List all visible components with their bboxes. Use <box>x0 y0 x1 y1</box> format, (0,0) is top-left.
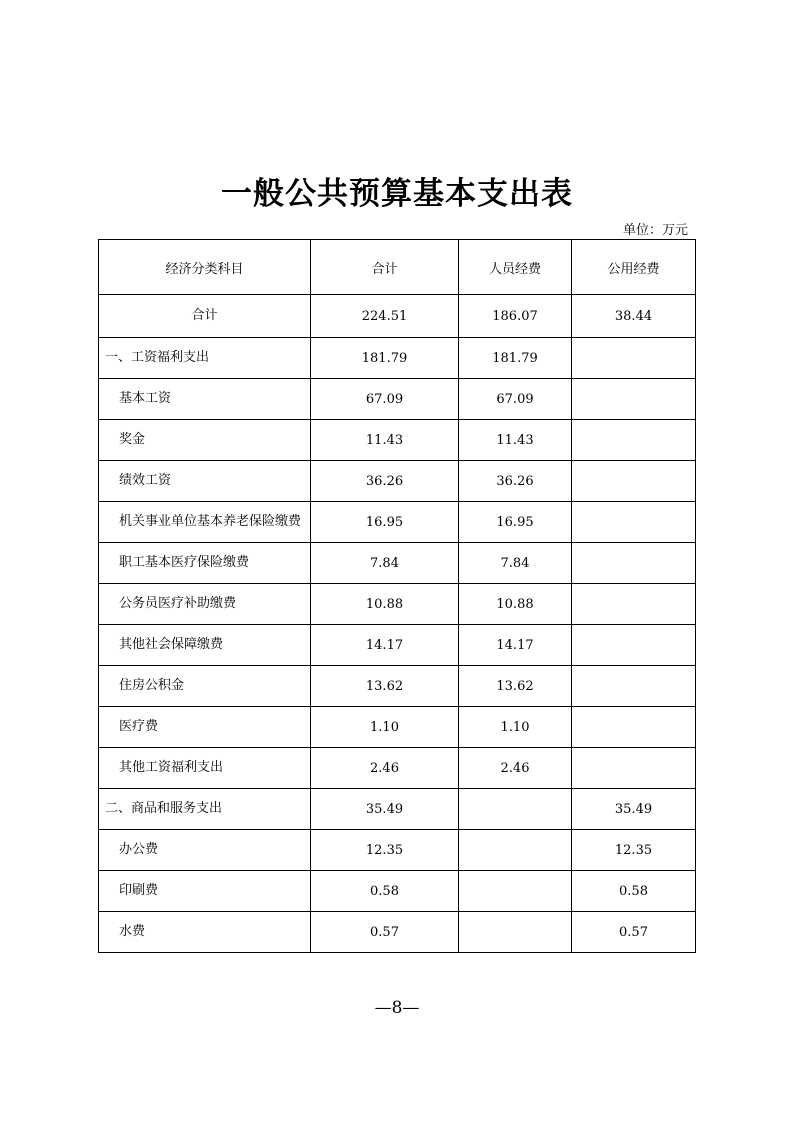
row-personnel-cell: 186.07 <box>459 295 572 338</box>
table-row <box>99 420 696 461</box>
row-category-cell: 其他社会保障缴费 <box>99 625 311 666</box>
row-public-cell: 38.44 <box>572 295 696 338</box>
table-row <box>99 502 696 543</box>
row-public-cell <box>572 707 696 748</box>
row-total-cell: 67.09 <box>311 379 459 420</box>
table-row <box>99 707 696 748</box>
row-category-cell: 办公费 <box>99 830 311 871</box>
row-total-cell: 36.26 <box>311 461 459 502</box>
table-row <box>99 830 696 871</box>
row-category-cell: 医疗费 <box>99 707 311 748</box>
row-personnel-cell: 7.84 <box>459 543 572 584</box>
row-personnel-cell: 36.26 <box>459 461 572 502</box>
row-personnel-cell <box>459 789 572 830</box>
row-total-cell: 11.43 <box>311 420 459 461</box>
row-total-cell: 12.35 <box>311 830 459 871</box>
row-total-cell: 7.84 <box>311 543 459 584</box>
row-public-cell <box>572 420 696 461</box>
row-public-cell <box>572 666 696 707</box>
row-total-cell: 224.51 <box>311 295 459 338</box>
row-category-cell: 一、工资福利支出 <box>99 338 311 379</box>
table-row <box>99 748 696 789</box>
row-public-cell: 0.57 <box>572 912 696 953</box>
row-total-cell: 14.17 <box>311 625 459 666</box>
row-total-cell: 16.95 <box>311 502 459 543</box>
table-header-row <box>99 240 696 295</box>
page-title: 一般公共预算基本支出表 <box>221 176 573 212</box>
row-total-cell: 0.57 <box>311 912 459 953</box>
table-body <box>99 295 696 953</box>
row-personnel-cell: 181.79 <box>459 338 572 379</box>
unit-label: 单位：万元 <box>622 223 688 238</box>
row-personnel-cell: 1.10 <box>459 707 572 748</box>
row-public-cell <box>572 338 696 379</box>
row-category-cell: 绩效工资 <box>99 461 311 502</box>
table-row <box>99 625 696 666</box>
table-row <box>99 543 696 584</box>
row-category-cell: 合计 <box>99 295 311 338</box>
row-personnel-cell: 2.46 <box>459 748 572 789</box>
row-total-cell: 35.49 <box>311 789 459 830</box>
row-category-cell: 机关事业单位基本养老保险缴费 <box>99 502 311 543</box>
row-personnel-cell <box>459 830 572 871</box>
header-total: 合计 <box>311 240 459 295</box>
row-personnel-cell <box>459 871 572 912</box>
row-public-cell: 12.35 <box>572 830 696 871</box>
row-public-cell <box>572 502 696 543</box>
row-public-cell <box>572 584 696 625</box>
row-category-cell: 印刷费 <box>99 871 311 912</box>
table-row <box>99 338 696 379</box>
row-total-cell: 2.46 <box>311 748 459 789</box>
row-public-cell <box>572 625 696 666</box>
page-number: —8— <box>374 998 420 1018</box>
row-personnel-cell: 14.17 <box>459 625 572 666</box>
row-public-cell: 35.49 <box>572 789 696 830</box>
table-row <box>99 295 696 338</box>
row-public-cell <box>572 461 696 502</box>
table-row <box>99 871 696 912</box>
budget-table <box>98 239 696 953</box>
row-total-cell: 10.88 <box>311 584 459 625</box>
row-category-cell: 职工基本医疗保险缴费 <box>99 543 311 584</box>
row-total-cell: 181.79 <box>311 338 459 379</box>
row-public-cell <box>572 379 696 420</box>
row-total-cell: 1.10 <box>311 707 459 748</box>
row-total-cell: 13.62 <box>311 666 459 707</box>
row-personnel-cell: 13.62 <box>459 666 572 707</box>
row-total-cell: 0.58 <box>311 871 459 912</box>
table-row <box>99 379 696 420</box>
header-category: 经济分类科目 <box>99 240 311 295</box>
row-category-cell: 住房公积金 <box>99 666 311 707</box>
row-category-cell: 基本工资 <box>99 379 311 420</box>
row-personnel-cell: 67.09 <box>459 379 572 420</box>
row-personnel-cell: 16.95 <box>459 502 572 543</box>
row-public-cell: 0.58 <box>572 871 696 912</box>
row-public-cell <box>572 543 696 584</box>
row-personnel-cell: 11.43 <box>459 420 572 461</box>
table-row <box>99 666 696 707</box>
row-personnel-cell <box>459 912 572 953</box>
row-personnel-cell: 10.88 <box>459 584 572 625</box>
table-row <box>99 461 696 502</box>
header-personnel: 人员经费 <box>459 240 572 295</box>
row-category-cell: 公务员医疗补助缴费 <box>99 584 311 625</box>
row-category-cell: 其他工资福利支出 <box>99 748 311 789</box>
row-category-cell: 水费 <box>99 912 311 953</box>
table-row <box>99 789 696 830</box>
row-category-cell: 奖金 <box>99 420 311 461</box>
row-public-cell <box>572 748 696 789</box>
table-row <box>99 912 696 953</box>
row-category-cell: 二、商品和服务支出 <box>99 789 311 830</box>
table-row <box>99 584 696 625</box>
header-public: 公用经费 <box>572 240 696 295</box>
